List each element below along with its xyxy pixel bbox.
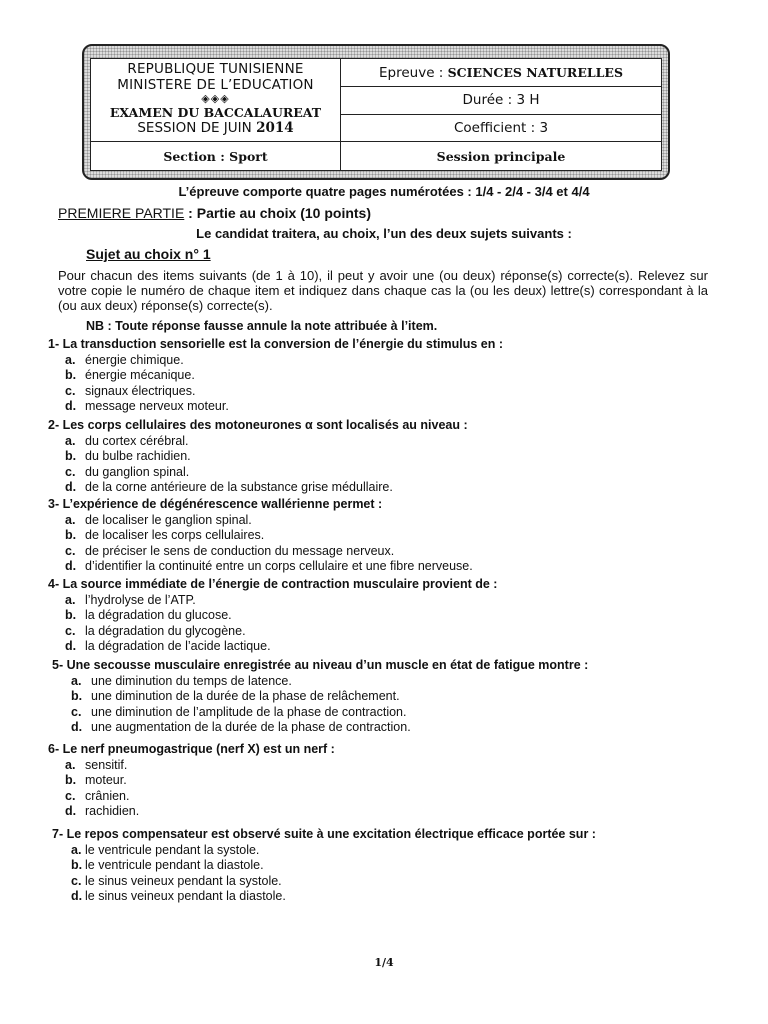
option: d. le sinus veineux pendant la diastole. [71,889,286,904]
header-exam-info [341,59,661,142]
sujet-heading: Sujet au choix n° 1 [86,246,211,262]
question-title: 6- Le nerf pneumogastrique (nerf X) est un nerf : [48,742,335,756]
republique-label: REPUBLIQUE TUNISIENNE [127,61,304,77]
question-7 [52,827,596,905]
part-title: PREMIERE PARTIE [58,205,185,221]
session-type-label: Session principale [436,148,566,164]
option: c. une diminution de l’amplitude de la phase de contraction. [71,704,407,719]
option: c. signaux électriques. [65,383,196,398]
question-title: 2- Les corps cellulaires des motoneurones α sont localisés au niveau : [48,418,468,432]
part-heading [58,205,371,221]
session-year: 2014 [256,119,294,136]
section-label: Section : Sport [91,142,341,170]
option: b. de localiser les corps cellulaires. [65,528,265,543]
option: c. le sinus veineux pendant la systole. [71,873,282,888]
question-3 [48,497,473,575]
examen-label: EXAMEN DU BACCALAUREAT [109,105,322,120]
header-ministry-cell [91,59,341,142]
duree-label: Durée : 3 H [341,86,661,113]
option: a. du cortex cérébral. [65,433,189,448]
question-title: 3- L’expérience de dégénérescence wallérienne permet : [48,497,383,511]
option: d. la dégradation de l’acide lactique. [65,639,271,654]
session-label: SESSION DE JUIN 2014 [137,119,294,136]
option: b. moteur. [65,773,127,788]
coefficient-label: Coefficient : 3 [341,114,661,141]
option: c. crânien. [65,788,130,803]
ornament-symbols: ◈◈◈ [201,92,230,105]
question-6 [48,742,335,820]
option: a. sensitif. [65,757,128,772]
epreuve-subject: SCIENCES NATURELLES [447,65,623,81]
question-title: 1- La transduction sensorielle est la conversion de l’énergie du stimulus en : [48,337,503,351]
option: d. de la corne antérieure de la substance grise médullaire. [65,480,393,495]
part-subtitle: : Partie au choix (10 points) [184,205,371,221]
candidate-instruction: Le candidat traitera, au choix, l’un des deux sujets suivants : [196,226,572,241]
ministere-label: MINISTERE DE L’EDUCATION [117,76,314,93]
option: a. une diminution du temps de latence. [71,673,292,688]
option: a. l’hydrolyse de l’ATP. [65,592,196,607]
question-1 [48,337,503,415]
option: c. la dégradation du glycogène. [65,623,246,638]
option: d. une augmentation de la durée de la phase de contraction. [71,720,411,735]
question-title: 5- Une secousse musculaire enregistrée au niveau d’un muscle en état de fatigue montre : [52,658,589,672]
option: b. énergie mécanique. [65,368,195,383]
header-table [90,58,662,171]
option: a. énergie chimique. [65,352,184,367]
page-number: 1/4 [374,956,394,969]
option: d. message nerveux moteur. [65,399,229,414]
question-4 [48,577,497,655]
option: d. d’identifier la continuité entre un corps cellulaire et une fibre nerveuse. [65,559,473,574]
option: a. de localiser le ganglion spinal. [65,512,252,527]
intro-paragraph: Pour chacun des items suivants (de 1 à 10), il peut y avoir une (ou deux) réponse(s) correcte(s). Relevez sur votre copie le numéro de chaque item et indiquez dans chaque cas la (ou les deux) lettre(s) correspondant à la (ou aux deux) réponse(s) correcte(s). [58,268,708,313]
option: b. la dégradation du glucose. [65,608,232,623]
question-2 [48,418,468,496]
epreuve-label: Epreuve : SCIENCES NATURELLES [379,64,623,81]
option: c. du ganglion spinal. [65,464,190,479]
question-title: 7- Le repos compensateur est observé suite à une excitation électrique efficace portée sur : [52,827,596,841]
option: a. le ventricule pendant la systole. [71,842,260,857]
question-title: 4- La source immédiate de l’énergie de contraction musculaire provient de : [48,577,498,591]
option: b. du bulbe rachidien. [65,449,191,464]
option: b. le ventricule pendant la diastole. [71,858,264,873]
pages-note: L’épreuve comporte quatre pages numérotées : 1/4 - 2/4 - 3/4 et 4/4 [178,184,590,199]
question-5 [52,658,588,736]
option: c. de préciser le sens de conduction du message nerveux. [65,543,395,558]
option: d. rachidien. [65,804,140,819]
option: b. une diminution de la durée de la phase de relâchement. [71,689,400,704]
nb-note: NB : Toute réponse fausse annule la note attribuée à l’item. [86,319,438,333]
